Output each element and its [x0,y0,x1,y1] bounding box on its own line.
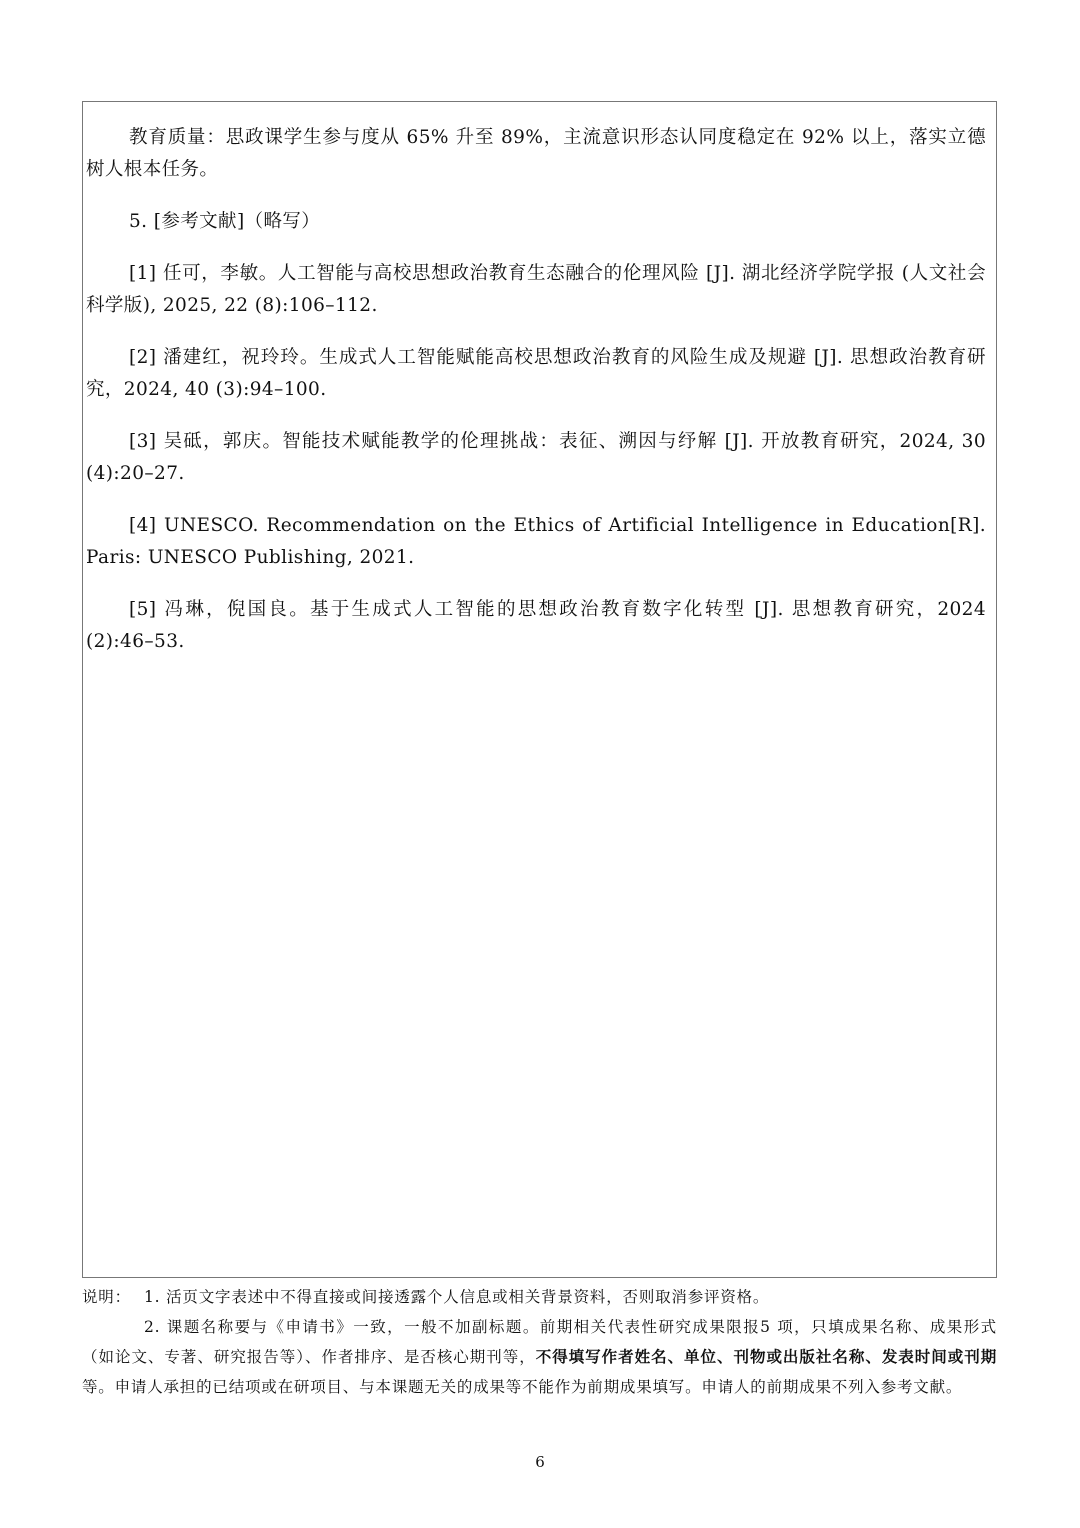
note-2-bold-text: 不得填写作者姓名、单位、刊物或出版社名称、发表时间或刊期 [535,1347,997,1366]
note-2 [82,1312,997,1402]
page-number: 6 [535,1453,545,1471]
note-2-text: 2. 课题名称要与《申请书》一致，一般不加副标题。前期相关代表性研究成果限报5 项，只填成果名称、成果形式（如论文、专著、研究报告等）、作者排序、是否核心期刊等， [82,1318,997,1366]
reference-item: [2] 潘建红，祝玲玲。生成式人工智能赋能高校思想政治教育的风险生成及规避 [J]. 思想政治教育研究，2024, 40 (3):94–100. [86,347,986,400]
reference-item: [4] UNESCO. Recommendation on the Ethics of Artificial Intelligence in Education[R]. Paris: UNESCO Publishing, 2021. [86,515,986,568]
note-1-text: 1. 活页文字表述中不得直接或间接透露个人信息或相关背景资料，否则取消参评资格。 [144,1288,770,1306]
reference-item: [1] 任可，李敏。人工智能与高校思想政治教育生态融合的伦理风险 [J]. 湖北经济学院学报 (人文社会科学版), 2025, 22 (8):106–112. [86,263,986,316]
reference-item: [3] 吴砥，郭庆。智能技术赋能教学的伦理挑战：表征、溯因与纾解 [J]. 开放教育研究，2024, 30 (4):20–27. [86,431,986,484]
content-area [86,122,986,678]
notes-label: 说明： [82,1288,131,1306]
note-2-text-end: 等。申请人承担的已结项或在研项目、与本课题无关的成果等不能作为前期成果填写。申请人的前期成果不列入参考文献。 [82,1378,963,1396]
quality-paragraph: 教育质量：思政课学生参与度从 65% 升至 89%，主流意识形态认同度稳定在 92% 以上，落实立德树人根本任务。 [86,127,986,180]
reference-item: [5] 冯琳，倪国良。基于生成式人工智能的思想政治教育数字化转型 [J]. 思想教育研究，2024 (2):46–53. [86,599,986,652]
notes-section [82,1282,997,1402]
references-heading: 5. [参考文献]（略写） [129,211,321,232]
note-1 [82,1282,997,1312]
